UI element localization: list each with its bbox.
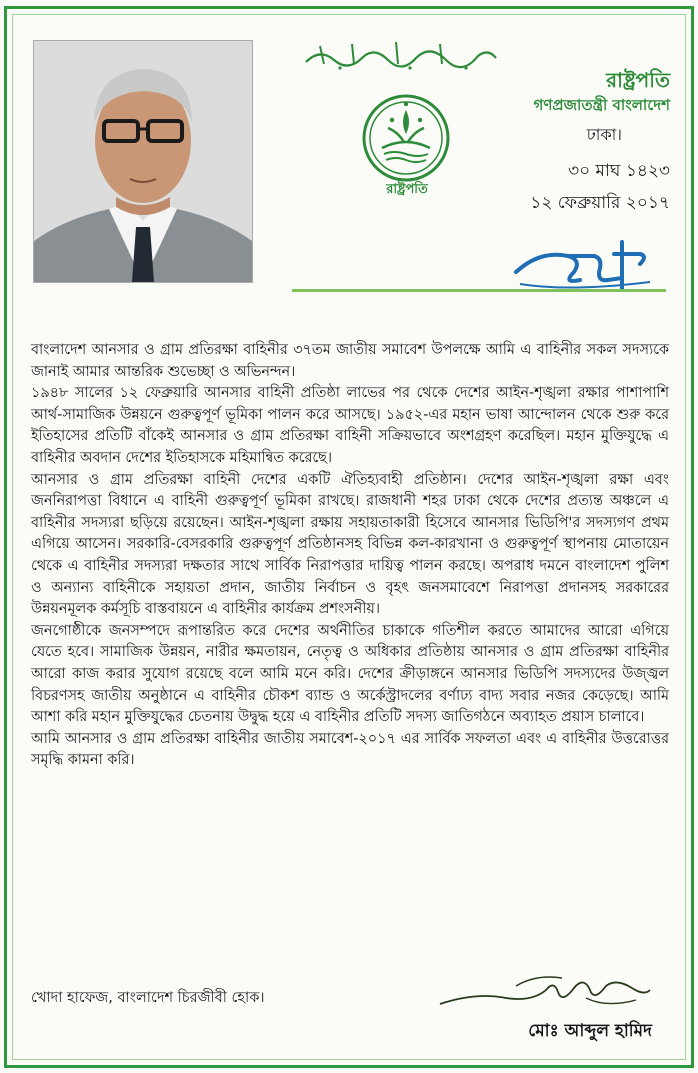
date-gregorian: ১২ ফেব্রুয়ারি ২০১৭: [530, 193, 670, 213]
presidential-emblem: [358, 92, 458, 204]
message-paragraph-2: ১৯৪৮ সালের ১২ ফেব্রুয়ারি আনসার বাহিনী প্রতিষ্ঠা লাভের পর থেকে দেশের আইন-শৃঙ্খলা রক্ষার পাশাপাশি আর্থ-সামাজিক উন্নয়নে গুরুত্বপূর্ণ ভূমিকা পালন করে আসছে। ১৯৫২-এর মহান ভাষা আন্দোলন থেকে শুরু করে ইতিহাসের প্রতিটি বাঁকেই আনসার ও গ্রাম প্রতিরক্ষা বাহিনী সক্রিয়ভাবে অংশগ্রহণ করেছিল। মহান মুক্তিযুদ্ধে এ বাহিনীর অবদান দেশের ইতিহাসকে মহিমান্বিত করেছে।: [31, 385, 669, 466]
city-name: ঢাকা।: [586, 125, 622, 144]
message-paragraph-3: আনসার ও গ্রাম প্রতিরক্ষা বাহিনী দেশের একটি ঐতিহ্যবাহী প্রতিষ্ঠান। দেশের আইন-শৃঙ্খলা রক্ষা এবং জননিরাপত্তা বিধানে এ বাহিনী গুরুত্বপূর্ণ ভূমিকা রাখছে। রাজধানী শহর ঢাকা থেকে দেশের প্রত্যন্ত অঞ্চলে এ বাহিনীর সদস্যরা ছড়িয়ে রয়েছেন। আইন-শৃঙ্খলা রক্ষায় সহায়তাকারী হিসেবে আনসার ভিডিপি'র সদস্যগণ প্রথম এগিয়ে আসেন। সরকারি-বেসরকারি গুরুত্বপূর্ণ প্রতিষ্ঠানসহ বিভিন্ন কল-কারখানা ও গুরুত্বপূর্ণ স্থাপনায় মোতায়েন থেকে এ বাহিনীর সদস্যরা দক্ষতার সাথে সার্বিক নিরাপত্তার দায়িত্ব পালন করছে। অপরাধ দমনে বাংলাদেশ পুলিশ ও অন্যান্য বাহিনীকে সহায়তা প্রদান, জাতীয় নির্বাচন ও বৃহৎ জনসমাবেশে নিরাপত্তা প্রদানসহ সরকারের উন্নয়নমূলক কর্মসূচি বাস্তবায়নে এ বাহিনীর কার্যক্রম প্রশংসনীয়।: [31, 471, 669, 618]
country-name: গণপ্রজাতন্ত্রী বাংলাদেশ: [533, 96, 670, 114]
office-title: রাষ্ট্রপতি: [606, 68, 670, 92]
handwritten-signature: [436, 968, 656, 1012]
message-paragraph-5: আমি আনসার ও গ্রাম প্রতিরক্ষা বাহিনীর জাতীয় সমাবেশ-২০১৭ এর সার্বিক সফলতা এবং এ বাহিনীর উত্তরোত্তর সমৃদ্ধি কামনা করি।: [31, 730, 669, 769]
message-body: [31, 340, 669, 772]
message-paragraph-1: বাংলাদেশ আনসার ও গ্রাম প্রতিরক্ষা বাহিনীর ৩৭তম জাতীয় সমাবেশ উপলক্ষে আমি এ বাহিনীর সকল সদস্যকে জানাই আমার আন্তরিক শুভেচ্ছা ও অভিনন্দন।: [31, 342, 669, 380]
bismillah-calligraphy: [300, 38, 500, 72]
date-bengali-calendar: ৩০ মাঘ ১৪২৩: [568, 161, 670, 181]
closing-line: খোদা হাফেজ, বাংলাদেশ চিরজীবী হোক।: [31, 990, 265, 1006]
president-portrait: [33, 40, 253, 283]
emblem-label: রাষ্ট্রপতি: [386, 182, 428, 197]
signer-name: মোঃ আব্দুল হামিদ: [528, 1021, 652, 1041]
message-paragraph-4: জনগোষ্ঠীকে জনসম্পদে রূপান্তরিত করে দেশের অর্থনীতির চাকাকে গতিশীল করতে আমাদের আরো এগিয়ে যেতে হবে। সামাজিক উন্নয়ন, নারীর ক্ষমতায়ন, নেতৃত্ব ও অধিকার প্রতিষ্ঠায় আনসার ও গ্রাম প্রতিরক্ষা বাহিনীর আরো কাজ করার সুযোগ রয়েছে বলে আমি মনে করি। দেশের ক্রীড়াঙ্গনে আনসার ভিডিপি সদস্যদের উজ্জ্বল বিচরণসহ জাতীয় অনুষ্ঠানে এ বাহিনীর চৌকশ ব্যান্ড ও অর্কেস্ট্রাদলের বর্ণাঢ্য বাদ্য সবার নজর কেড়েছে। আমি আশা করি মহান মুক্তিযুদ্ধের চেতনায় উদ্বুদ্ধ হয়ে এ বাহিনীর প্রতিটি সদস্য জাতিগঠনে অব্যাহত প্রয়াস চালাবে।: [31, 622, 669, 726]
header-divider: [292, 289, 666, 292]
